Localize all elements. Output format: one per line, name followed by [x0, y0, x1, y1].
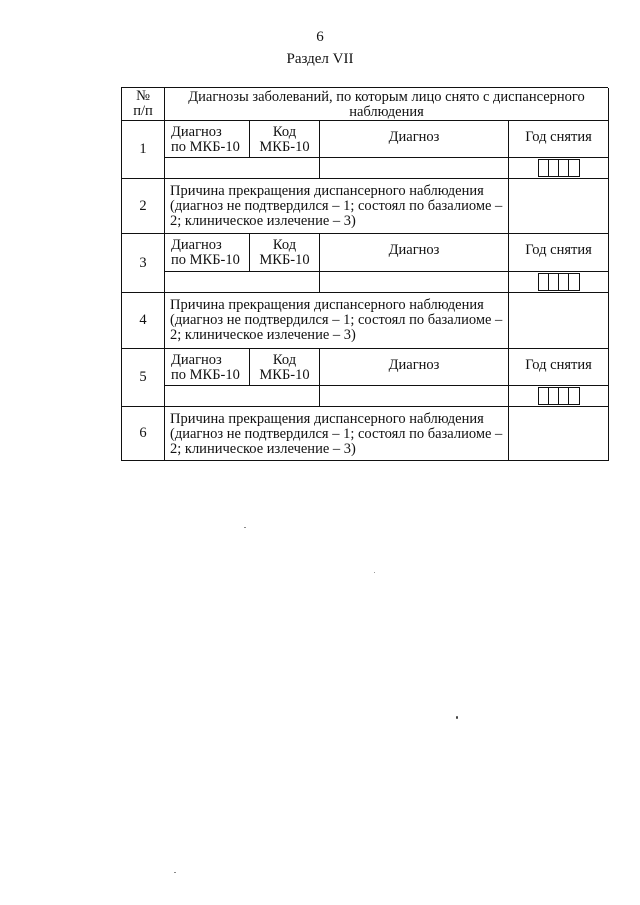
- label-diagnosis: Диагноз: [320, 234, 509, 272]
- reason-text: Причина прекращения диспансерного наблюдения (диагноз не подтвердился – 1; состоял по базалиоме – 2; клиническое излечение – 3): [165, 179, 509, 234]
- reason-text: Причина прекращения диспансерного наблюдения (диагноз не подтвердился – 1; состоял по базалиоме – 2; клиническое излечение – 3): [165, 293, 509, 349]
- diagnosis-input-cell[interactable]: [320, 386, 509, 407]
- year-input-boxes[interactable]: [509, 272, 609, 293]
- label-diagnosis-mkb: Диагноз по МКБ-10: [165, 121, 250, 158]
- label-diagnosis: Диагноз: [320, 121, 509, 158]
- header-number-column: № п/п: [122, 88, 165, 121]
- reason-input-cell[interactable]: [509, 293, 609, 349]
- page-number: 6: [316, 29, 324, 45]
- label-diagnosis-mkb: Диагноз по МКБ-10: [165, 234, 250, 272]
- label-diagnosis: Диагноз: [320, 349, 509, 386]
- diagnoses-table: [121, 87, 608, 461]
- diagnosis-input-cell[interactable]: [320, 272, 509, 293]
- label-year-removed: Год снятия: [509, 121, 609, 158]
- header-title: Диагнозы заболеваний, по которым лицо снято с диспансерного наблюдения: [165, 88, 609, 121]
- reason-input-cell[interactable]: [509, 179, 609, 234]
- label-diagnosis-mkb: Диагноз по МКБ-10: [165, 349, 250, 386]
- label-mkb-code: Код МКБ-10: [250, 121, 320, 158]
- section-title: Раздел VII: [286, 51, 354, 67]
- reason-input-cell[interactable]: [509, 407, 609, 461]
- label-mkb-code: Код МКБ-10: [250, 349, 320, 386]
- label-mkb-code: Код МКБ-10: [250, 234, 320, 272]
- row-number: 6: [122, 407, 165, 461]
- mkb-input-cell[interactable]: [165, 272, 320, 293]
- label-year-removed: Год снятия: [509, 234, 609, 272]
- reason-text: Причина прекращения диспансерного наблюдения (диагноз не подтвердился – 1; состоял по базалиоме – 2; клиническое излечение – 3): [165, 407, 509, 461]
- row-number: 2: [122, 179, 165, 234]
- label-year-removed: Год снятия: [509, 349, 609, 386]
- year-input-boxes[interactable]: [509, 386, 609, 407]
- row-number: 5: [122, 349, 165, 407]
- row-number: 1: [122, 121, 165, 179]
- mkb-input-cell[interactable]: [165, 386, 320, 407]
- year-input-boxes[interactable]: [509, 158, 609, 179]
- diagnosis-input-cell[interactable]: [320, 158, 509, 179]
- row-number: 3: [122, 234, 165, 293]
- row-number: 4: [122, 293, 165, 349]
- mkb-input-cell[interactable]: [165, 158, 320, 179]
